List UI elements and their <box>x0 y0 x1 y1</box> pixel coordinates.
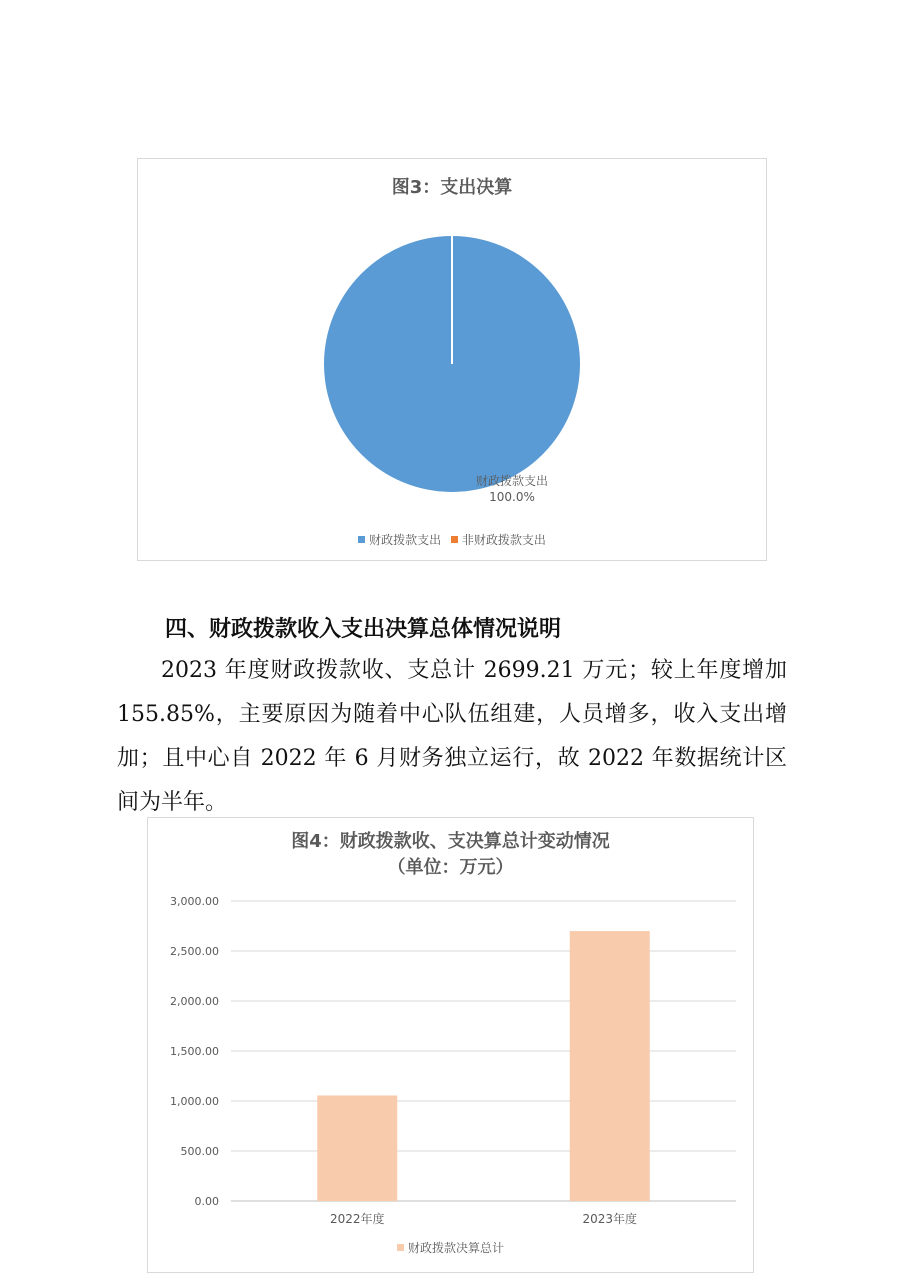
legend-swatch <box>397 1244 404 1251</box>
y-tick-label: 1,500.00 <box>170 1045 219 1058</box>
legend-item-total <box>397 1239 504 1256</box>
bar-2023年度 <box>570 931 650 1201</box>
y-tick-label: 3,000.00 <box>170 895 219 908</box>
figure3-title: 图3：支出决算 <box>391 177 513 198</box>
section-paragraph: 2023 年度财政拨款收、支总计 2699.21 万元；较上年度增加 155.85%，主要原因为随着中心队伍组建，人员增多，收入支出增加；且中心自 2022 年 6 月财务独立运行，故 2022 年数据统计区间为半年。 <box>117 658 787 815</box>
y-tick-label: 0.00 <box>194 1195 219 1208</box>
y-tick-label: 500.00 <box>180 1145 219 1158</box>
y-tick-label: 1,000.00 <box>170 1095 219 1108</box>
figure4-legend <box>148 1239 753 1256</box>
y-tick-label: 2,500.00 <box>170 945 219 958</box>
figure3-legend <box>138 531 766 548</box>
figure4-subtitle: （单位：万元） <box>387 857 514 878</box>
bar-2022年度 <box>317 1095 397 1201</box>
legend-item-non-fiscal-expenditure <box>451 531 546 548</box>
legend-swatch <box>358 536 365 543</box>
pie-data-label-value: 100.0% <box>489 490 535 504</box>
pie-data-label-name: 财政拨款支出 <box>475 474 549 488</box>
legend-label: 财政拨款支出 <box>369 533 442 547</box>
x-tick-label: 2023年度 <box>582 1212 638 1226</box>
pie-plot <box>138 159 768 562</box>
x-tick-label: 2022年度 <box>329 1212 385 1226</box>
legend-swatch <box>451 536 458 543</box>
y-tick-label: 2,000.00 <box>170 995 219 1008</box>
legend-label: 非财政拨款支出 <box>461 533 546 547</box>
figure3-chart <box>137 158 767 561</box>
legend-item-fiscal-expenditure <box>358 531 441 548</box>
bar-plot <box>148 818 755 1274</box>
figure4-title: 图4：财政拨款收、支决算总计变动情况 <box>291 831 610 852</box>
section-heading: 四、财政拨款收入支出决算总体情况说明 <box>165 617 562 642</box>
figure4-chart <box>147 817 754 1273</box>
legend-label: 财政拨款决算总计 <box>407 1241 504 1255</box>
